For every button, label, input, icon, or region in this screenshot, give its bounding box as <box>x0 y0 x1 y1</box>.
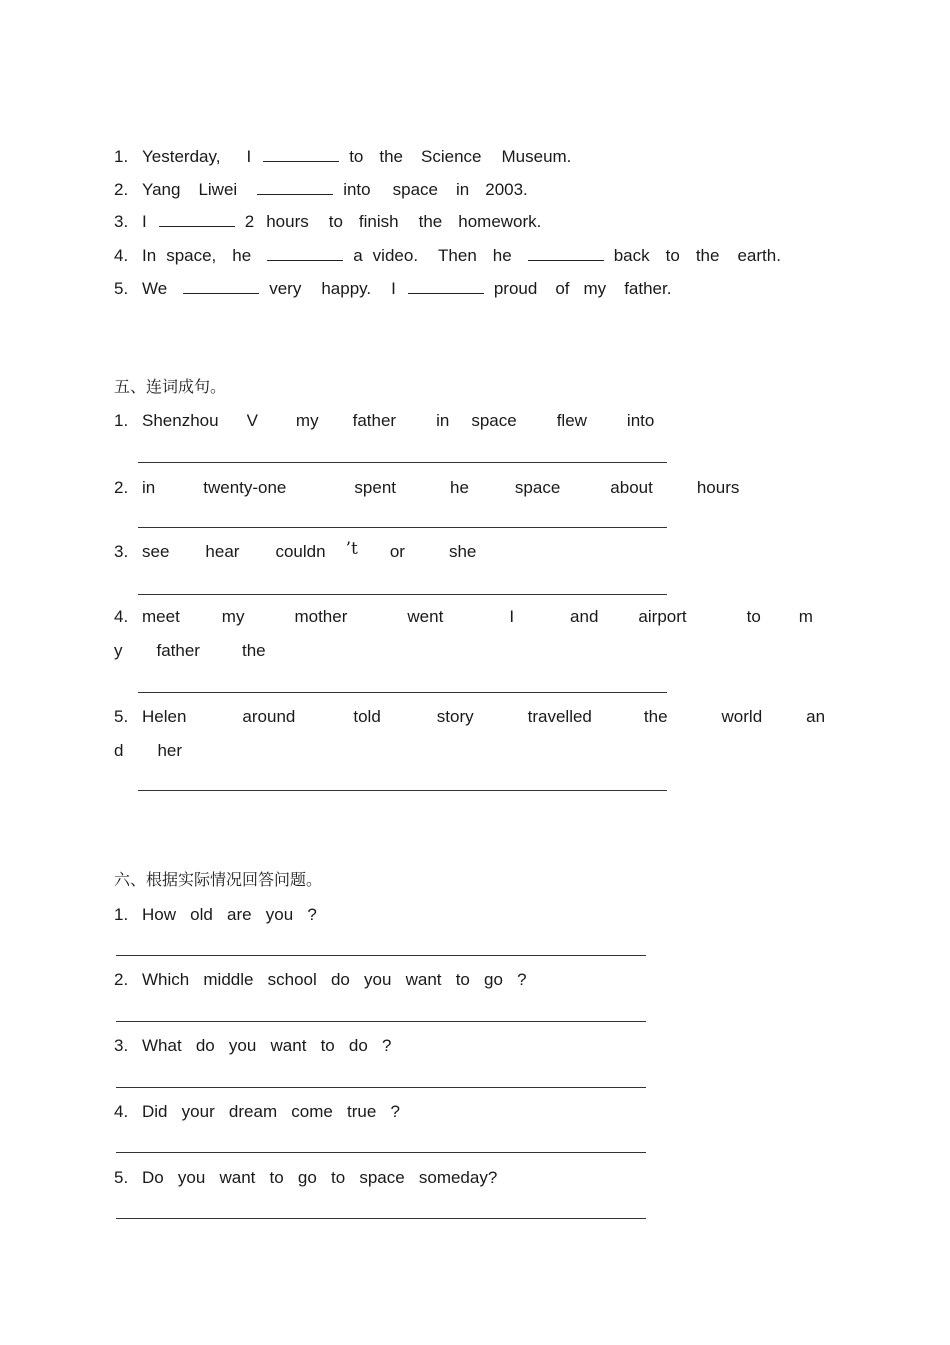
order-item-5-cont <box>114 740 182 762</box>
word: the <box>418 212 443 231</box>
word: couldn <box>275 542 326 561</box>
word: world <box>721 707 763 726</box>
word: about <box>610 478 653 497</box>
word: the <box>643 707 668 726</box>
word: hear <box>205 542 240 561</box>
word: she <box>448 542 477 561</box>
fill-item-5 <box>114 278 671 300</box>
word: my <box>583 279 607 298</box>
item-number: 3. <box>114 1036 129 1055</box>
word: father <box>156 641 200 660</box>
word: finish <box>358 212 399 231</box>
item-number: 5. <box>114 279 129 298</box>
item-number: 3. <box>114 542 129 561</box>
word: a <box>353 246 363 265</box>
order-item-2 <box>114 477 739 499</box>
answer-blank[interactable] <box>267 246 343 261</box>
answer-blank[interactable] <box>408 279 484 294</box>
word: Science <box>421 147 482 166</box>
word: Yang <box>142 180 181 199</box>
item-number: 4. <box>114 246 129 265</box>
answer-line[interactable] <box>116 1087 646 1088</box>
word: the <box>379 147 404 166</box>
item-number: 5. <box>114 1168 129 1187</box>
word: happy. <box>321 279 372 298</box>
word: d <box>114 741 124 760</box>
word: the <box>241 641 266 660</box>
word: airport <box>638 607 687 626</box>
item-number: 4. <box>114 1102 129 1121</box>
question-item-1 <box>114 904 317 926</box>
question-text: Do you want to go to space someday? <box>142 1168 498 1187</box>
order-item-4 <box>114 606 813 628</box>
answer-line[interactable] <box>138 594 667 595</box>
word: I <box>142 212 147 231</box>
word: in <box>436 411 450 430</box>
order-item-4-cont <box>114 640 266 662</box>
fill-item-4 <box>114 245 781 267</box>
item-number: 4. <box>114 607 129 626</box>
word: my <box>221 607 245 626</box>
word: hours <box>696 478 740 497</box>
word: travelled <box>527 707 592 726</box>
word: in <box>142 478 156 497</box>
word: V <box>246 411 258 430</box>
item-number: 5. <box>114 707 129 726</box>
word: mother <box>294 607 348 626</box>
answer-blank[interactable] <box>263 147 339 162</box>
answer-blank[interactable] <box>159 212 235 227</box>
question-text: Which middle school do you want to go ? <box>142 970 527 989</box>
answer-line[interactable] <box>116 1021 646 1022</box>
order-item-3 <box>114 541 476 563</box>
word: In <box>142 246 157 265</box>
word: and <box>570 607 599 626</box>
answer-line[interactable] <box>116 1152 646 1153</box>
word: Helen <box>142 707 187 726</box>
answer-line[interactable] <box>116 1218 646 1219</box>
word: very <box>269 279 302 298</box>
question-text: How old are you ? <box>142 905 317 924</box>
word: told <box>353 707 381 726</box>
word: to <box>328 212 343 231</box>
word: he <box>450 478 469 497</box>
word: my <box>295 411 319 430</box>
section-5-title: 五、连词成句。 <box>114 377 227 396</box>
word: or <box>389 542 405 561</box>
item-number: 1. <box>114 905 129 924</box>
word: Then <box>438 246 477 265</box>
order-item-5 <box>114 706 825 728</box>
order-item-1 <box>114 410 654 432</box>
word: he <box>492 246 512 265</box>
word: homework. <box>458 212 542 231</box>
section-6-title: 六、根据实际情况回答问题。 <box>114 870 323 889</box>
answer-line[interactable] <box>138 462 667 463</box>
word: an <box>806 707 826 726</box>
word: We <box>142 279 168 298</box>
item-number: 1. <box>114 147 129 166</box>
item-number: 1. <box>114 411 129 430</box>
fill-item-3 <box>114 211 541 233</box>
fill-item-2 <box>114 179 528 201</box>
question-text: What do you want to do ? <box>142 1036 392 1055</box>
question-item-5 <box>114 1167 497 1189</box>
word: ’t <box>345 539 358 559</box>
word: space <box>471 411 517 430</box>
item-number: 2. <box>114 478 129 497</box>
question-item-3 <box>114 1035 391 1057</box>
word: twenty-one <box>203 478 287 497</box>
word: space <box>392 180 438 199</box>
word: y <box>114 641 123 660</box>
item-number: 3. <box>114 212 129 231</box>
word: I <box>509 607 515 626</box>
word: into <box>343 180 371 199</box>
word: Yesterday, <box>142 147 221 166</box>
answer-blank[interactable] <box>257 180 333 195</box>
word: meet <box>142 607 180 626</box>
question-item-2 <box>114 969 527 991</box>
word: the <box>695 246 720 265</box>
word: I <box>246 147 252 166</box>
word: went <box>407 607 444 626</box>
word: Liwei <box>198 180 238 199</box>
word: flew <box>556 411 587 430</box>
word: I <box>391 279 396 298</box>
word: space, <box>166 246 217 265</box>
word: proud <box>493 279 538 298</box>
word: space <box>514 478 561 497</box>
word: see <box>142 542 170 561</box>
answer-blank[interactable] <box>528 246 604 261</box>
word: father <box>352 411 397 430</box>
word: story <box>436 707 474 726</box>
word: to <box>746 607 761 626</box>
word: her <box>157 741 183 760</box>
word: 2 <box>244 212 255 231</box>
question-text: Did your dream come true ? <box>142 1102 400 1121</box>
answer-line[interactable] <box>138 527 667 528</box>
word: father. <box>624 279 672 298</box>
word: of <box>555 279 570 298</box>
word: he <box>232 246 252 265</box>
answer-line[interactable] <box>138 692 667 693</box>
word: m <box>798 607 813 626</box>
word: back <box>613 246 650 265</box>
item-number: 2. <box>114 970 129 989</box>
word: around <box>242 707 296 726</box>
word: into <box>626 411 655 430</box>
word: Shenzhou <box>142 411 219 430</box>
word: earth. <box>737 246 781 265</box>
word: 2003. <box>485 180 528 199</box>
word: in <box>456 180 470 199</box>
question-item-4 <box>114 1101 400 1123</box>
word: Museum. <box>501 147 572 166</box>
word: video. <box>372 246 419 265</box>
answer-blank[interactable] <box>183 279 259 294</box>
fill-item-1 <box>114 146 571 168</box>
item-number: 2. <box>114 180 129 199</box>
word: to <box>349 147 364 166</box>
word: to <box>665 246 680 265</box>
answer-line[interactable] <box>138 790 667 791</box>
word: spent <box>354 478 396 497</box>
word: hours <box>266 212 309 231</box>
answer-line[interactable] <box>116 955 646 956</box>
